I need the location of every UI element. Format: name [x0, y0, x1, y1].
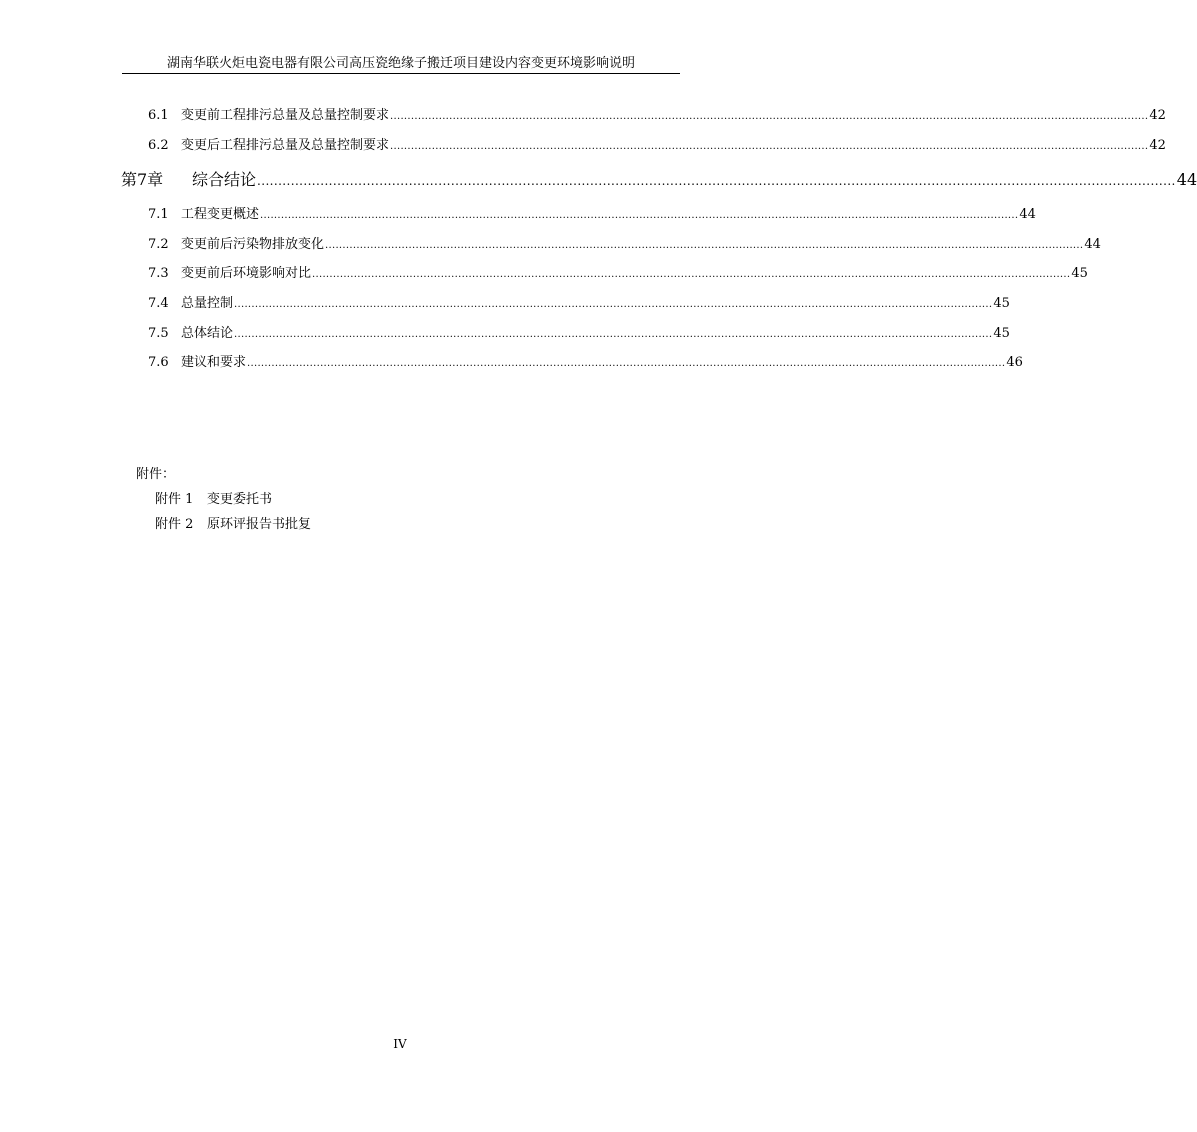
toc-chapter-title: 综合结论 — [192, 170, 257, 189]
toc-entry-title: 总体结论 — [181, 326, 234, 341]
attachment-name: 原环评报告书批复 — [207, 517, 312, 532]
toc-chapter-page: 44 — [1176, 170, 1197, 189]
toc-leader: .......................................................................................................................................................................................................................... — [260, 210, 1019, 221]
toc-leader: .......................................................................................................................................................................................................................... — [325, 240, 1084, 251]
toc-leader: .......................................................................................................................................................................................................................... — [257, 174, 1176, 188]
toc-entry-title: 变更前后污染物排放变化 — [181, 237, 325, 252]
toc-entry-title: 变更前工程排污总量及总量控制要求 — [181, 108, 390, 123]
toc-entry-page: 44 — [1019, 207, 1036, 222]
page-number: IV — [393, 1037, 407, 1051]
toc-entry-7-5[interactable] — [148, 326, 1010, 343]
toc-entry-number: 7.3 — [148, 266, 169, 281]
page-header: 湖南华联火炬电瓷电器有限公司高压瓷绝缘子搬迁项目建设内容变更环境影响说明 — [166, 56, 635, 71]
toc-entry-7-4[interactable] — [148, 296, 1010, 313]
toc-entry-page: 46 — [1006, 355, 1023, 370]
toc-entry-7-1[interactable] — [148, 207, 1036, 224]
toc-entry-page: 42 — [1149, 108, 1166, 123]
toc-entry-number: 6.2 — [148, 138, 169, 153]
toc-chapter-7[interactable] — [121, 170, 1197, 191]
toc-chapter-number: 第7章 — [121, 170, 164, 189]
toc-entry-number: 7.2 — [148, 237, 169, 252]
toc-entry-title: 总量控制 — [181, 296, 234, 311]
attachment-number: 附件 2 — [155, 517, 194, 532]
toc-entry-7-6[interactable] — [148, 355, 1023, 372]
toc-entry-page: 44 — [1084, 237, 1101, 252]
toc-leader: .......................................................................................................................................................................................................................... — [234, 329, 993, 340]
attachment-number: 附件 1 — [155, 492, 194, 507]
toc-entry-6-1[interactable] — [148, 108, 1166, 125]
toc-leader: .......................................................................................................................................................................................................................... — [234, 299, 993, 310]
attachments-heading: 附件： — [136, 467, 176, 482]
toc-entry-title: 变更后工程排污总量及总量控制要求 — [181, 138, 390, 153]
attachment-item-2 — [155, 517, 311, 533]
toc-entry-number: 7.6 — [148, 355, 169, 370]
header-divider — [122, 73, 680, 74]
toc-entry-number: 7.4 — [148, 296, 169, 311]
toc-entry-7-3[interactable] — [148, 266, 1088, 283]
toc-entry-7-2[interactable] — [148, 237, 1101, 254]
toc-entry-page: 42 — [1149, 138, 1166, 153]
toc-leader: .......................................................................................................................................................................................................................... — [312, 269, 1071, 280]
toc-entry-6-2[interactable] — [148, 138, 1166, 155]
toc-leader: .......................................................................................................................................................................................................................... — [247, 358, 1006, 369]
toc-entry-page: 45 — [993, 326, 1010, 341]
toc-entry-page: 45 — [993, 296, 1010, 311]
toc-entry-number: 7.1 — [148, 207, 169, 222]
toc-entry-title: 变更前后环境影响对比 — [181, 266, 312, 281]
toc-entry-number: 7.5 — [148, 326, 169, 341]
attachment-name: 变更委托书 — [207, 492, 273, 507]
toc-entry-title: 建议和要求 — [181, 355, 247, 370]
attachment-item-1 — [155, 492, 272, 508]
toc-leader: .......................................................................................................................................................................................................................... — [390, 111, 1149, 122]
toc-entry-number: 6.1 — [148, 108, 169, 123]
toc-leader: .......................................................................................................................................................................................................................... — [390, 141, 1149, 152]
toc-entry-page: 45 — [1071, 266, 1088, 281]
toc-entry-title: 工程变更概述 — [181, 207, 260, 222]
